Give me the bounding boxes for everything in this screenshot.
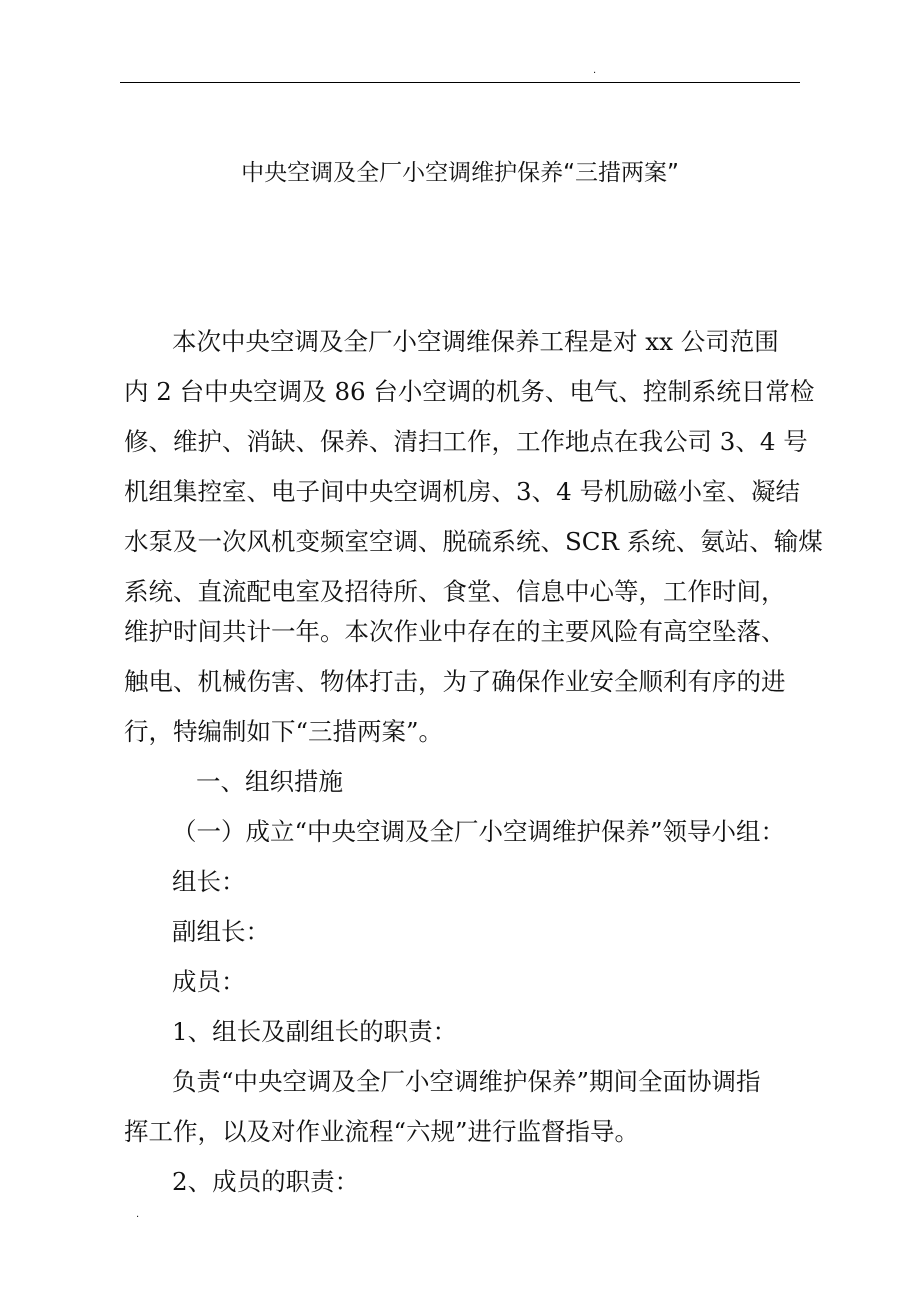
body-line: 本次中央空调及全厂小空调维保养工程是对 xx 公司范围: [172, 327, 779, 356]
body-line: 修、维护、消缺、保养、清扫工作，工作地点在我公司 3、4 号: [124, 427, 808, 456]
role-members: 成员：: [172, 967, 246, 996]
role-leader: 组长：: [172, 867, 246, 896]
header-dot: .: [593, 65, 597, 76]
body-line: 水泵及一次风机变频室空调、脱硫系统、SCR 系统、氨站、输煤: [124, 527, 823, 556]
body-line: 机组集控室、电子间中央空调机房、3、4 号机励磁小室、凝结: [124, 477, 800, 506]
body-line: 系统、直流配电室及招待所、食堂、信息中心等，工作时间，: [124, 577, 786, 606]
document-title: 中央空调及全厂小空调维护保养“三措两案”: [241, 160, 679, 186]
body-line: 内 2 台中央空调及 86 台小空调的机务、电气、控制系统日常检: [124, 377, 815, 406]
duty-heading: 2、成员的职责：: [172, 1167, 360, 1196]
body-line: 维护时间共计一年。本次作业中存在的主要风险有高空坠落、: [124, 617, 786, 646]
body-line: 行，特编制如下“三措两案”。: [124, 717, 444, 746]
body-line: 触电、机械伤害、物体打击，为了确保作业安全顺利有序的进: [124, 667, 786, 696]
subsection-heading: （一）成立“中央空调及全厂小空调维护保养”领导小组：: [172, 817, 786, 846]
role-deputy-leader: 副组长：: [172, 917, 270, 946]
header-rule: [120, 82, 800, 83]
body-line: 负责“中央空调及全厂小空调维护保养”期间全面协调指: [172, 1067, 761, 1096]
section-heading: 一、组织措施: [196, 767, 343, 796]
body-line: 挥工作，以及对作业流程“六规”进行监督指导。: [124, 1117, 640, 1146]
duty-heading: 1、组长及副组长的职责：: [172, 1017, 458, 1046]
footer-dot: .: [136, 1209, 140, 1220]
